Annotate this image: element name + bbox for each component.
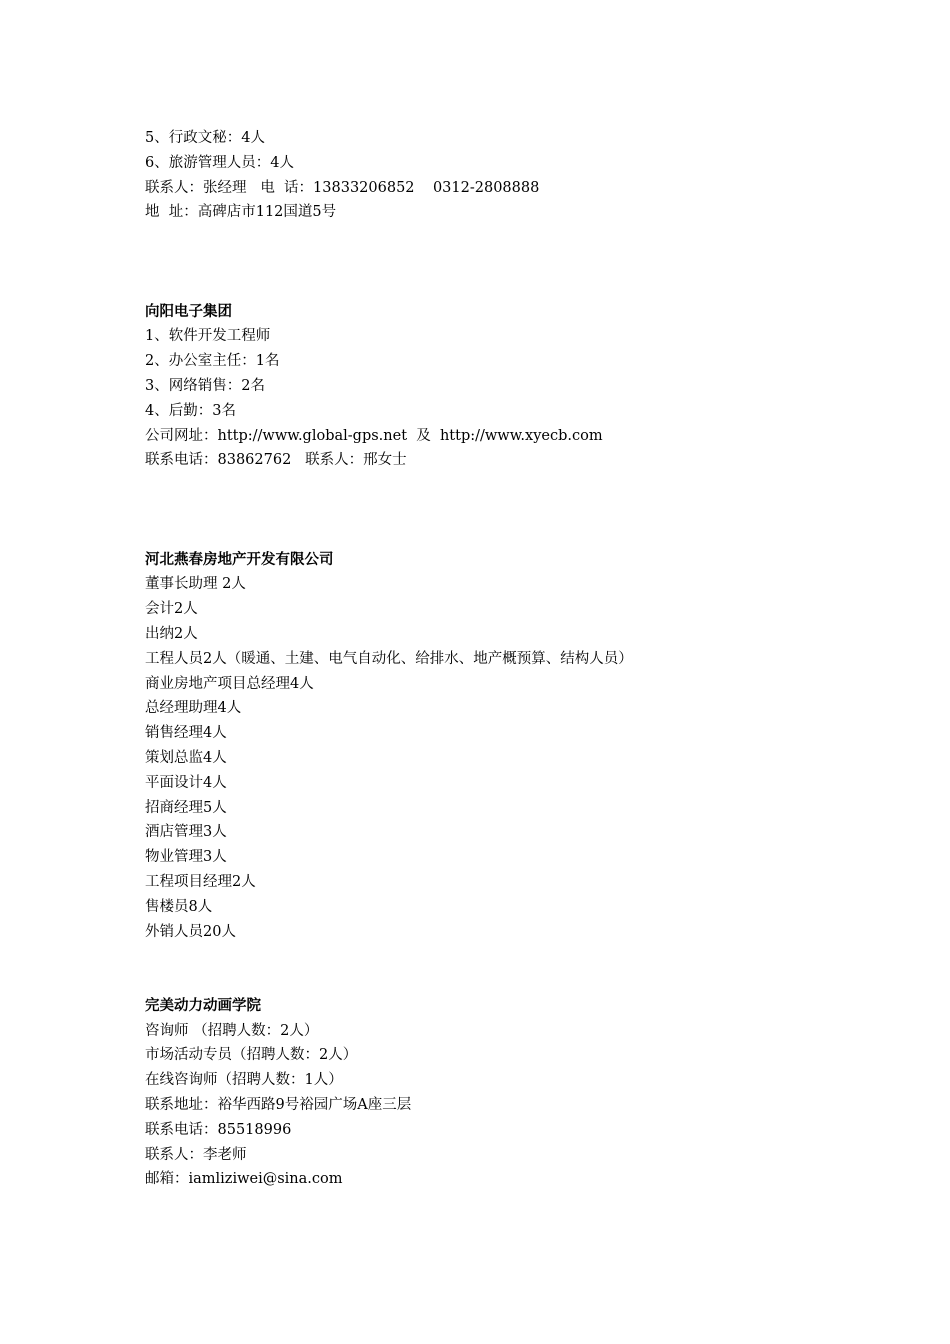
address-line: 联系地址：裕华西路9号裕园广场A座三层	[145, 1097, 412, 1114]
contact-line: 联系电话：83862762 联系人：邢女士	[145, 452, 407, 469]
section-yanchun	[145, 548, 865, 945]
contact-line: 联系人：张经理 电 话：13833206852 0312-2808888	[145, 179, 540, 196]
email-line: 邮箱：iamliziwei@sina.com	[145, 1171, 343, 1188]
company-heading: 向阳电子集团	[145, 303, 232, 320]
text-line: 3、网络销售：2名	[145, 377, 265, 394]
text-line: 6、旅游管理人员：4人	[145, 154, 294, 171]
contact-line: 联系人：李老师	[145, 1146, 247, 1163]
text-line: 在线咨询师（招聘人数：1人）	[145, 1072, 343, 1089]
text-line: 商业房地产项目总经理4人	[145, 675, 314, 692]
spacer	[145, 225, 865, 299]
address-line: 地 址：高碑店市112国道5号	[145, 204, 337, 221]
section-perfect-power	[145, 994, 865, 1192]
text-line: 5、行政文秘：4人	[145, 130, 265, 146]
text-line: 2、办公室主任：1名	[145, 353, 280, 370]
text-line: 4、后勤：3名	[145, 402, 236, 419]
text-line: 总经理助理4人	[145, 700, 242, 717]
section-continued	[145, 126, 865, 225]
text-line: 策划总监4人	[145, 749, 227, 766]
text-line: 咨询师 （招聘人数：2人）	[145, 1022, 319, 1039]
section-xiangyang	[145, 300, 865, 474]
spacer	[145, 944, 865, 994]
text-line: 售楼员8人	[145, 898, 213, 915]
company-heading: 河北燕春房地产开发有限公司	[145, 551, 334, 568]
text-line: 物业管理3人	[145, 849, 227, 866]
phone-line: 联系电话：85518996	[145, 1121, 292, 1138]
text-line: 董事长助理 2人	[145, 576, 246, 593]
text-line: 工程项目经理2人	[145, 873, 256, 890]
text-line: 工程人员2人（暖通、土建、电气自动化、给排水、地产概预算、结构人员）	[145, 650, 633, 667]
text-line: 销售经理4人	[145, 725, 227, 742]
text-line: 平面设计4人	[145, 774, 227, 791]
spacer	[145, 473, 865, 547]
text-line: 1、软件开发工程师	[145, 328, 271, 345]
text-line: 外销人员20人	[145, 923, 236, 940]
company-heading: 完美动力动画学院	[145, 997, 261, 1014]
document-page	[145, 126, 865, 1192]
text-line: 招商经理5人	[145, 799, 227, 816]
website-line: 公司网址：http://www.global-gps.net 及 http://www.xyecb.com	[145, 427, 603, 444]
text-line: 出纳2人	[145, 625, 198, 642]
text-line: 会计2人	[145, 601, 198, 618]
text-line: 酒店管理3人	[145, 824, 227, 841]
text-line: 市场活动专员（招聘人数：2人）	[145, 1047, 358, 1064]
